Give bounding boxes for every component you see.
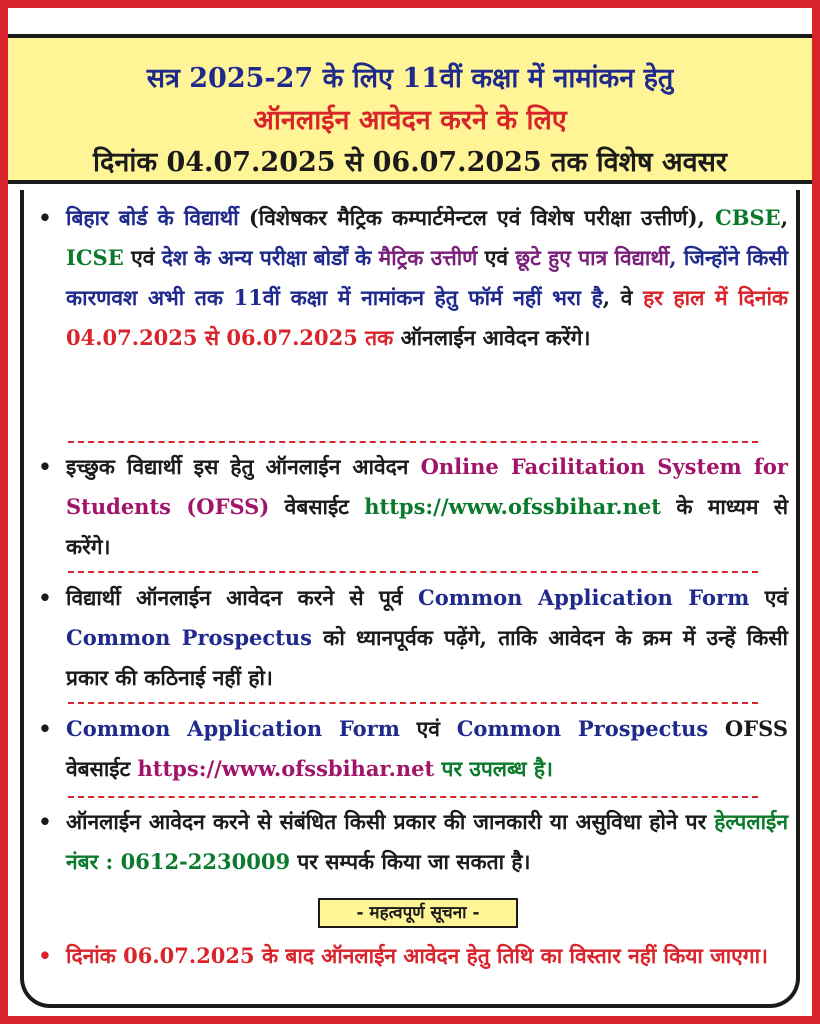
bullet-dot: • — [38, 585, 52, 610]
important-notice-badge: - महत्वपूर्ण सूचना - — [318, 898, 518, 928]
bullet-dot: • — [38, 205, 52, 230]
available-text: पर उपलब्ध है। — [434, 756, 553, 781]
bullet-item-helpline — [28, 802, 788, 882]
matric-passed: मैट्रिक उत्तीर्ण — [378, 245, 478, 270]
left-out-students: छूटे हुए पात्र विद्यार्थी — [515, 245, 670, 270]
bullet-text — [66, 802, 788, 882]
contact-text: पर सम्पर्क किया जा सकता है। — [290, 849, 531, 874]
bullet-text — [66, 936, 788, 976]
header-online-line: ऑनलाईन आवेदन करने के लिए — [253, 105, 567, 136]
ofss-url[interactable]: https://www.ofssbihar.net — [364, 494, 661, 519]
bullet-item-ofss — [28, 447, 788, 567]
via-text: के माध्यम से करेंगे। — [66, 494, 789, 559]
cbse-label: CBSE — [715, 205, 781, 230]
compartmental-note: (विशेषकर मैट्रिक कम्पार्टमेन्टल एवं विशेष परीक्षा उत्तीर्ण), — [238, 205, 716, 230]
common-application-form: Common Application Form — [418, 585, 750, 610]
no-extension-text: दिनांक 06.07.2025 के बाद ऑनलाईन आवेदन हेतु तिथि का विस्तार नहीं किया जाएगा। — [66, 943, 769, 968]
dashed-divider — [68, 441, 758, 443]
header-date-line: दिनांक 04.07.2025 से 06.07.2025 तक विशेष अवसर — [93, 147, 727, 178]
conjunction-2: एवं — [477, 245, 516, 270]
common-prospectus: Common Prospectus — [66, 625, 312, 650]
conjunction: एवं — [399, 716, 457, 741]
bullet-dot: • — [38, 809, 52, 834]
bullet-item-availability — [28, 709, 788, 789]
dashed-divider — [68, 796, 758, 798]
bihar-board-students: बिहार बोर्ड के विद्यार्थी — [66, 205, 239, 230]
before-apply-text: विद्यार्थी ऑनलाईन आवेदन करने से पूर्व — [66, 585, 419, 610]
ofss-website-text: OFSS वेबसाईट — [66, 716, 788, 781]
dashed-divider — [68, 571, 758, 573]
at-any-cost: हर हाल में — [643, 285, 728, 310]
dashed-divider — [68, 702, 758, 704]
header-session-line: सत्र 2025-27 के लिए 11वीं कक्षा में नामांकन हेतु — [146, 63, 674, 94]
icse-label: ICSE — [66, 245, 124, 270]
bullet-text — [66, 709, 788, 789]
bullet-text — [66, 447, 788, 567]
will-apply-online: ऑनलाईन आवेदन करेंगे। — [393, 325, 591, 350]
common-prospectus: Common Prospectus — [456, 716, 709, 741]
bullet-item-no-extension — [28, 936, 788, 976]
bullet-item-eligibility — [28, 198, 788, 358]
bullet-dot: • — [38, 716, 52, 741]
other-boards: देश के अन्य परीक्षा बोर्डों के — [161, 245, 372, 270]
bullet-item-read-prospectus — [28, 578, 788, 698]
they: , वे — [602, 285, 644, 310]
common-application-form: Common Application Form — [66, 716, 400, 741]
bullet-dot: • — [38, 454, 52, 479]
bullet-text — [66, 198, 788, 358]
bullet-dot: • — [38, 943, 52, 968]
date-range: दिनांक 04.07.2025 से 06.07.2025 तक — [66, 285, 789, 350]
helpline-number[interactable]: हेल्पलाईन नंबर : 0612-2230009 — [66, 809, 788, 874]
ofss-url[interactable]: https://www.ofssbihar.net — [137, 756, 435, 781]
not-filled-note: , जिन्होंने किसी कारणवश अभी तक 11वीं कक्षा में नामांकन हेतु फॉर्म नहीं भरा है — [66, 245, 788, 310]
apply-online-text: इच्छुक विद्यार्थी इस हेतु ऑनलाईन आवेदन — [66, 454, 421, 479]
website-word: वेबसाईट — [269, 494, 349, 519]
conjunction: एवं — [123, 245, 162, 270]
read-carefully-text: को ध्यानपूर्वक पढ़ेंगे, ताकि आवेदन के क्रम में उन्हें किसी प्रकार की कठिनाई नहीं हो। — [66, 625, 788, 690]
conjunction: एवं — [749, 585, 788, 610]
comma: , — [780, 205, 788, 230]
bullet-text — [66, 578, 788, 698]
header-banner — [8, 34, 812, 184]
difficulty-text: ऑनलाईन आवेदन करने से संबंधित किसी प्रकार की जानकारी या असुविधा होने पर — [66, 809, 715, 834]
ofss-name: Online Facilitation System for Students (OFSS) — [66, 454, 788, 519]
